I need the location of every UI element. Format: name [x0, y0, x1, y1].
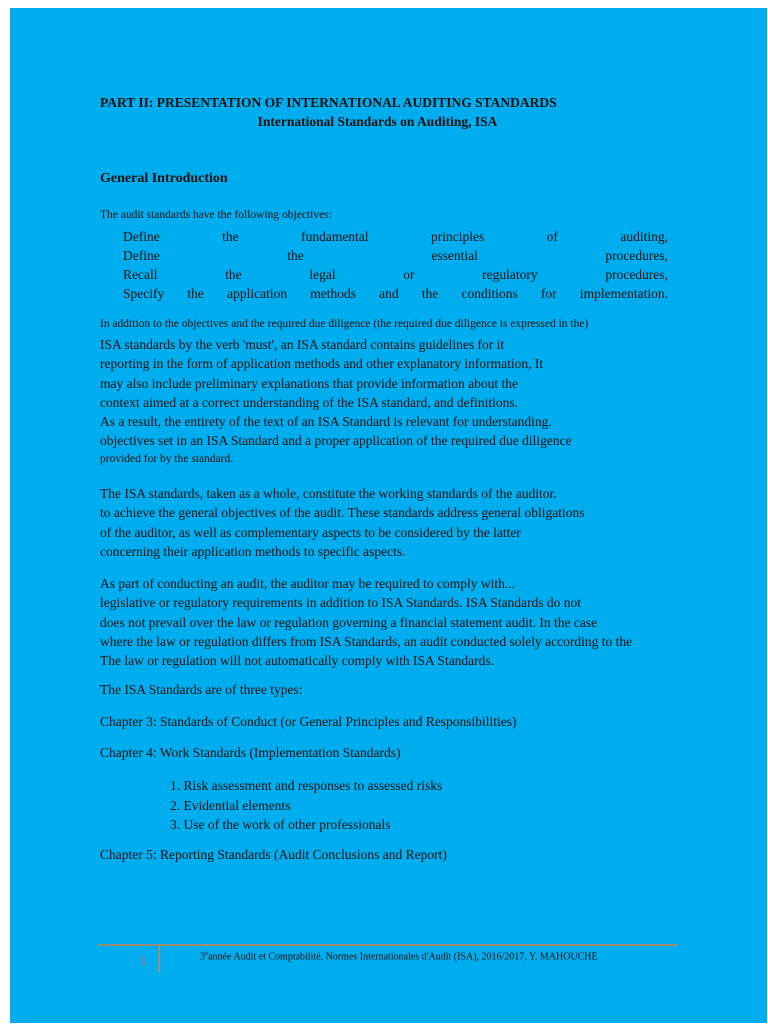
paragraph-line: The law or regulation will not automatically comply with ISA Standards. [100, 653, 495, 669]
paragraph-line: does not prevail over the law or regulation governing a financial statement audit. In the case [100, 614, 598, 630]
paragraph-line: objectives set in an ISA Standard and a proper application of the required due diligence [100, 433, 572, 449]
objective-word: Specify [123, 286, 165, 301]
paragraph-line: legislative or regulatory requirements in addition to ISA Standards. ISA Standards do not [100, 595, 582, 611]
objective-item [123, 227, 668, 246]
paragraph-line: of the auditor, as well as complementary aspects to be considered by the latter [100, 524, 521, 540]
paragraph-line: As part of conducting an audit, the auditor may be required to comply with... [100, 576, 516, 591]
page-number: 1 [140, 954, 147, 969]
section-heading: General Introduction [100, 171, 228, 186]
objective-word: application [227, 286, 288, 301]
paragraph-line: where the law or regulation differs from ISA Standards, an audit conducted solely according to the [100, 633, 633, 649]
paragraph-1-first-line: In addition to the objectives and the required due diligence (the required due diligence is expressed in the) [100, 318, 589, 330]
objective-word: methods [310, 286, 356, 301]
paragraph-line: reporting in the form of application methods and other explanatory information, It [100, 356, 544, 372]
objective-word: and [379, 286, 399, 301]
types-intro: The ISA Standards are of three types: [100, 682, 303, 697]
objective-word: essential [431, 248, 478, 263]
footer-separator [158, 946, 160, 972]
footer-rule [98, 944, 678, 946]
objective-word: auditing, [620, 229, 668, 244]
objective-word: principles [430, 229, 485, 244]
footer-prefix: 3 [200, 951, 205, 963]
list-item: 2. Evidential elements [170, 797, 291, 813]
paragraph-3 [100, 574, 632, 670]
document-page [10, 8, 767, 1023]
objective-word: of [546, 229, 558, 244]
objective-word: implementation. [579, 286, 668, 301]
objective-word: Define [123, 248, 160, 263]
paragraph-line: The ISA standards, taken as a whole, constitute the working standards of the auditor. [100, 486, 557, 501]
paragraph-1-last-line: provided for by the standard. [100, 453, 234, 465]
objective-word: conditions [461, 286, 518, 301]
objectives-list [123, 227, 668, 303]
chapter-5: Chapter 5: Reporting Standards (Audit Conclusions and Report) [100, 847, 447, 862]
objective-word: procedures, [605, 267, 668, 282]
objective-word: for [540, 286, 557, 301]
objective-word: the [222, 229, 239, 244]
paragraph-line: ISA standards by the verb 'must', an ISA standard contains guidelines for it [100, 337, 505, 352]
objective-word: the [421, 286, 439, 301]
paragraph-line: to achieve the general objectives of the audit. These standards address general obligations [100, 505, 585, 521]
objective-item [123, 284, 668, 303]
document-subtitle: International Standards on Auditing, ISA [257, 114, 498, 129]
chapter-4-list [170, 776, 442, 835]
objective-word: Recall [123, 267, 158, 282]
objective-item [123, 246, 668, 265]
objective-word: legal [309, 267, 336, 282]
objective-word: regulatory [482, 267, 538, 282]
objective-word: fundamental [301, 229, 369, 244]
chapter-4: Chapter 4: Work Standards (Implementation Standards) [100, 745, 401, 760]
footer-text [200, 949, 598, 962]
objective-word: the [225, 267, 242, 282]
objective-word: Define [123, 229, 160, 244]
list-item: 1. Risk assessment and responses to assessed risks [170, 778, 443, 793]
objective-item [123, 265, 668, 284]
paragraph-line: context aimed at a correct understanding of the ISA standard, and definitions. [100, 394, 518, 410]
paragraph-line: may also include preliminary explanations that provide information about the [100, 375, 519, 391]
footer-superscript: e [205, 949, 209, 957]
objective-word: or [403, 267, 415, 282]
objectives-intro: The audit standards have the following objectives: [100, 209, 332, 221]
list-item: 3. Use of the work of other professionals [170, 817, 391, 832]
paragraph-line: As a result, the entirety of the text of an ISA Standard is relevant for understanding. [100, 414, 552, 430]
objective-word: the [287, 248, 304, 263]
paragraph-2 [100, 484, 584, 561]
paragraph-1 [100, 335, 572, 451]
footer-rest: année Audit et Comptabilité, Normes Internationales d'Audit (ISA), 2016/2017, Y. MAHOUCHE [208, 951, 598, 963]
chapter-3: Chapter 3: Standards of Conduct (or General Principles and Responsibilities) [100, 714, 517, 729]
document-title: PART II: PRESENTATION OF INTERNATIONAL AUDITING STANDARDS [100, 95, 557, 110]
objective-word: procedures, [605, 248, 668, 263]
objective-word: the [187, 286, 204, 301]
paragraph-line: concerning their application methods to specific aspects. [100, 543, 406, 559]
